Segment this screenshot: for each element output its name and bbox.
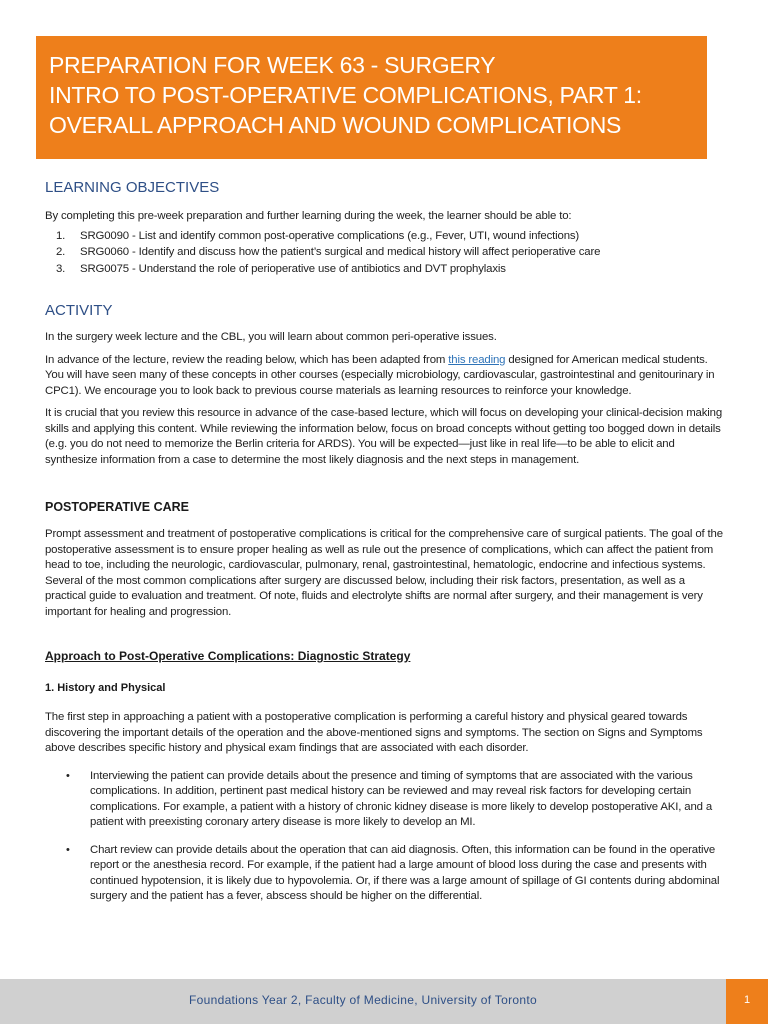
objective-item (45, 228, 727, 245)
objective-number: 2. (56, 246, 66, 258)
activity-paragraph-1: In the surgery week lecture and the CBL, you will learn about common peri-operative issues. (45, 331, 497, 343)
activity-paragraph-3: It is crucial that you review this resource in advance of the case-based lecture, which will focus on developing your clinical-decision making skills and applying this content. While reviewing the information below, focus on broad concepts without getting too bogged down in details (e.g. you do not need to memorize the Berlin criteria for ARDS). You will be expected—just like in real life—to be able to elicit and synthesize information from a case to determine the most likely diagnosis and the next steps in management. (45, 407, 723, 466)
learning-objectives-heading: LEARNING OBJECTIVES (45, 179, 220, 196)
objective-number: 3. (56, 262, 66, 275)
approach-bullets (45, 769, 727, 905)
page-title-line-1: PREPARATION FOR WEEK 63 - SURGERY (49, 52, 496, 78)
history-physical-paragraph: The first step in approaching a patient with a postoperative complication is performing a careful history and physical geared towards discovering the important details of the operation and the above-mentioned signs and symptoms. The section on Signs and Symptoms above describes specific history and physical exam findings that are associated with each disorder. (45, 711, 703, 754)
approach-heading: Approach to Post-Operative Complications: Diagnostic Strategy (45, 649, 411, 663)
reading-link[interactable]: this reading (448, 353, 506, 366)
objective-text: SRG0075 - Understand the role of perioperative use of antibiotics and DVT prophylaxis (80, 262, 506, 275)
page-title-line-3: OVERALL APPROACH AND WOUND COMPLICATIONS (49, 112, 622, 138)
bullet-text: Chart review can provide details about the operation that can aid diagnosis. Often, this information can be found in the operative report or the anesthesia record. For example, if the patient had a large amount of blood loss during the case and presents with continued hypotension, it is likely due to hypovolemia. Or, if there was a large amount of spillage of GI contents during abdominal surgery and the patient has a fever, abscess should be higher on the differential. (90, 843, 720, 902)
objectives-list (45, 228, 727, 278)
postoperative-care-heading: POSTOPERATIVE CARE (45, 500, 190, 514)
learning-objectives-intro: By completing this pre-week preparation and further learning during the week, the learner should be able to: (45, 210, 572, 222)
document-body (45, 178, 727, 905)
page-footer (0, 979, 726, 1024)
activity-heading: ACTIVITY (45, 302, 113, 319)
objective-text: SRG0090 - List and identify common post-operative complications (e.g., Fever, UTI, wound infections) (80, 229, 580, 242)
postoperative-care-paragraph: Prompt assessment and treatment of postoperative complications is critical for the comprehensive care of surgical patients. The goal of the postoperative assessment is to ensure proper healing as well as rule out the presence of complications, which can affect the patient from head to toe, including the neurologic, cardiovascular, pulmonary, renal, gastrointestinal, hematologic, endocrine and infectious systems. Several of the most common complications after surgery are discussed below, including their risk factors, presentation, as well as a practical guide to evaluation and treatment. Of note, fluids and electrolyte shifts are normal after surgery, and their management is very important for healing and progression. (45, 528, 723, 618)
objective-item (45, 244, 727, 261)
history-physical-heading: 1. History and Physical (45, 682, 166, 694)
bullet-glyph: • (66, 769, 70, 782)
title-banner (36, 36, 707, 159)
list-item (45, 769, 727, 831)
activity-p2-after: designed for American medical students. You will have seen many of these concepts in other courses (especially microbiology, cardiovascular, gastrointestinal and genitourinary in CPC1). We encourage you to look back to previous course materials as learning resources to reinforce your knowledge. (45, 353, 715, 397)
list-item (45, 843, 727, 905)
page-title-line-2: INTRO TO POST-OPERATIVE COMPLICATIONS, PART 1: (49, 82, 642, 108)
activity-p2-before: In advance of the lecture, review the reading below, which has been adapted from (45, 353, 449, 366)
objective-number: 1. (56, 229, 66, 242)
bullet-text: Interviewing the patient can provide details about the presence and timing of symptoms that are associated with the various complications. In addition, pertinent past medical history can be reviewed and may reveal risk factors for developing certain complications. For example, a patient with a history of chronic kidney disease is more likely to develop postoperative AKI, and a patient with preexisting coronary artery disease is more likely to develop an MI. (90, 769, 713, 828)
footer-text: Foundations Year 2, Faculty of Medicine, University of Toronto (189, 993, 537, 1007)
objective-text: SRG0060 - Identify and discuss how the patient’s surgical and medical history will affect perioperative care (80, 246, 601, 258)
objective-item (45, 261, 727, 278)
page-number-box (726, 979, 768, 1024)
page-number: 1 (743, 994, 751, 1006)
bullet-glyph: • (66, 843, 70, 856)
activity-paragraph-2 (45, 353, 727, 400)
